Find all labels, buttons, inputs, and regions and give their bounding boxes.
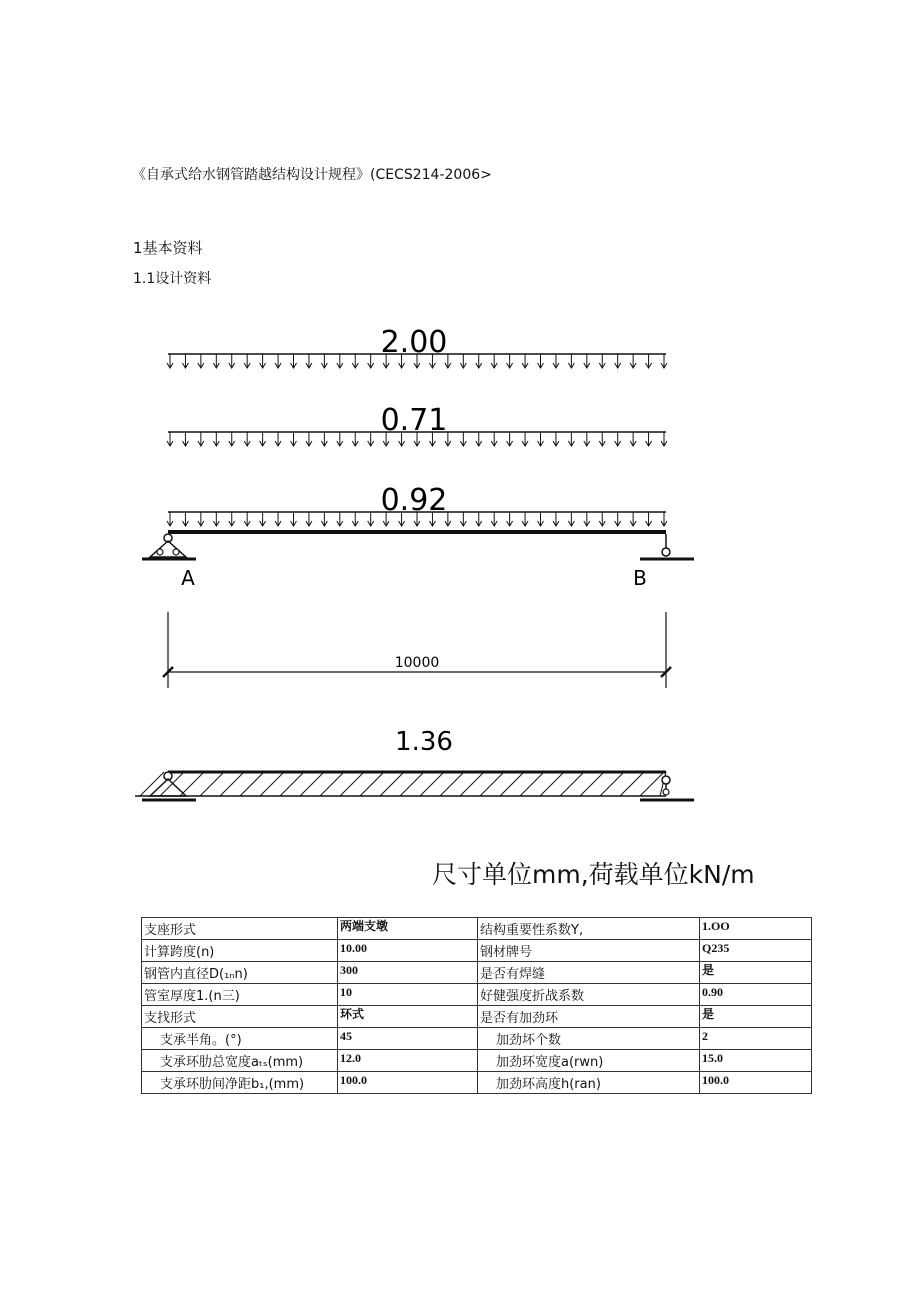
support-b-icon	[640, 534, 694, 559]
param-label: 钢材牌号	[478, 940, 700, 962]
span-label: 10000	[394, 655, 440, 671]
param-value: 100.0	[338, 1072, 478, 1094]
section-heading-1-1: 1.1设计资料	[133, 271, 212, 287]
param-value: 是	[700, 1006, 812, 1028]
param-label: 加劲环高度h(ran)	[478, 1072, 700, 1094]
support-a-label: A	[181, 566, 195, 590]
document-title: 《自承式给水钢管踏越结构设计规程》(CECS214-2006>	[132, 167, 492, 183]
param-label: 计算跨度(n)	[142, 940, 338, 962]
param-value: 两端支墩	[338, 918, 478, 940]
param-value: 0.90	[700, 984, 812, 1006]
load-value-label: 0.71	[380, 403, 448, 438]
table-row	[142, 1050, 812, 1072]
param-label: 钢管内直径D(₁ₙn)	[142, 962, 338, 984]
param-label: 管室厚度1.(n三)	[142, 984, 338, 1006]
parameters-table	[141, 917, 812, 1094]
param-value: 2	[700, 1028, 812, 1050]
table-row	[142, 962, 812, 984]
table-row	[142, 1028, 812, 1050]
table-row	[142, 1072, 812, 1094]
param-label: 加劲环宽度a(rwn)	[478, 1050, 700, 1072]
result-hatch	[140, 772, 666, 796]
units-note: 尺寸单位mm,荷载单位kN/m	[432, 860, 755, 889]
param-value: 1.OO	[700, 918, 812, 940]
table-row	[142, 1006, 812, 1028]
param-value: 12.0	[338, 1050, 478, 1072]
param-label: 支座形式	[142, 918, 338, 940]
support-a-icon	[142, 534, 196, 559]
param-value: 300	[338, 962, 478, 984]
load-row	[167, 403, 667, 446]
param-label: 是否有焊缝	[478, 962, 700, 984]
load-rows	[167, 325, 667, 526]
param-label: 好健强度折战系数	[478, 984, 700, 1006]
param-value: 10.00	[338, 940, 478, 962]
param-value: 环式	[338, 1006, 478, 1028]
load-row	[167, 325, 667, 368]
support-b-label: B	[633, 566, 647, 590]
result-load-label: 1.36	[395, 727, 453, 757]
param-label: 支找形式	[142, 1006, 338, 1028]
param-value: 100.0	[700, 1072, 812, 1094]
param-value: 15.0	[700, 1050, 812, 1072]
table-row	[142, 984, 812, 1006]
param-value: 10	[338, 984, 478, 1006]
table-row	[142, 940, 812, 962]
load-row	[167, 483, 667, 526]
load-value-label: 0.92	[380, 483, 448, 518]
section-heading-1: 1基本资料	[133, 239, 203, 257]
span-dimension	[163, 612, 671, 688]
load-value-label: 2.00	[380, 325, 448, 360]
param-label: 是否有加劲环	[478, 1006, 700, 1028]
table-row	[142, 918, 812, 940]
param-label: 加劲坏个数	[478, 1028, 700, 1050]
param-label: 支承环肋间净距b₁,(mm)	[142, 1072, 338, 1094]
param-label: 结构重要性系数Y,	[478, 918, 700, 940]
param-value: 45	[338, 1028, 478, 1050]
param-label: 支承环肋总宽度aₜₛ(mm)	[142, 1050, 338, 1072]
param-label: 支承半角。(°)	[142, 1028, 338, 1050]
param-value: Q235	[700, 940, 812, 962]
param-value: 是	[700, 962, 812, 984]
